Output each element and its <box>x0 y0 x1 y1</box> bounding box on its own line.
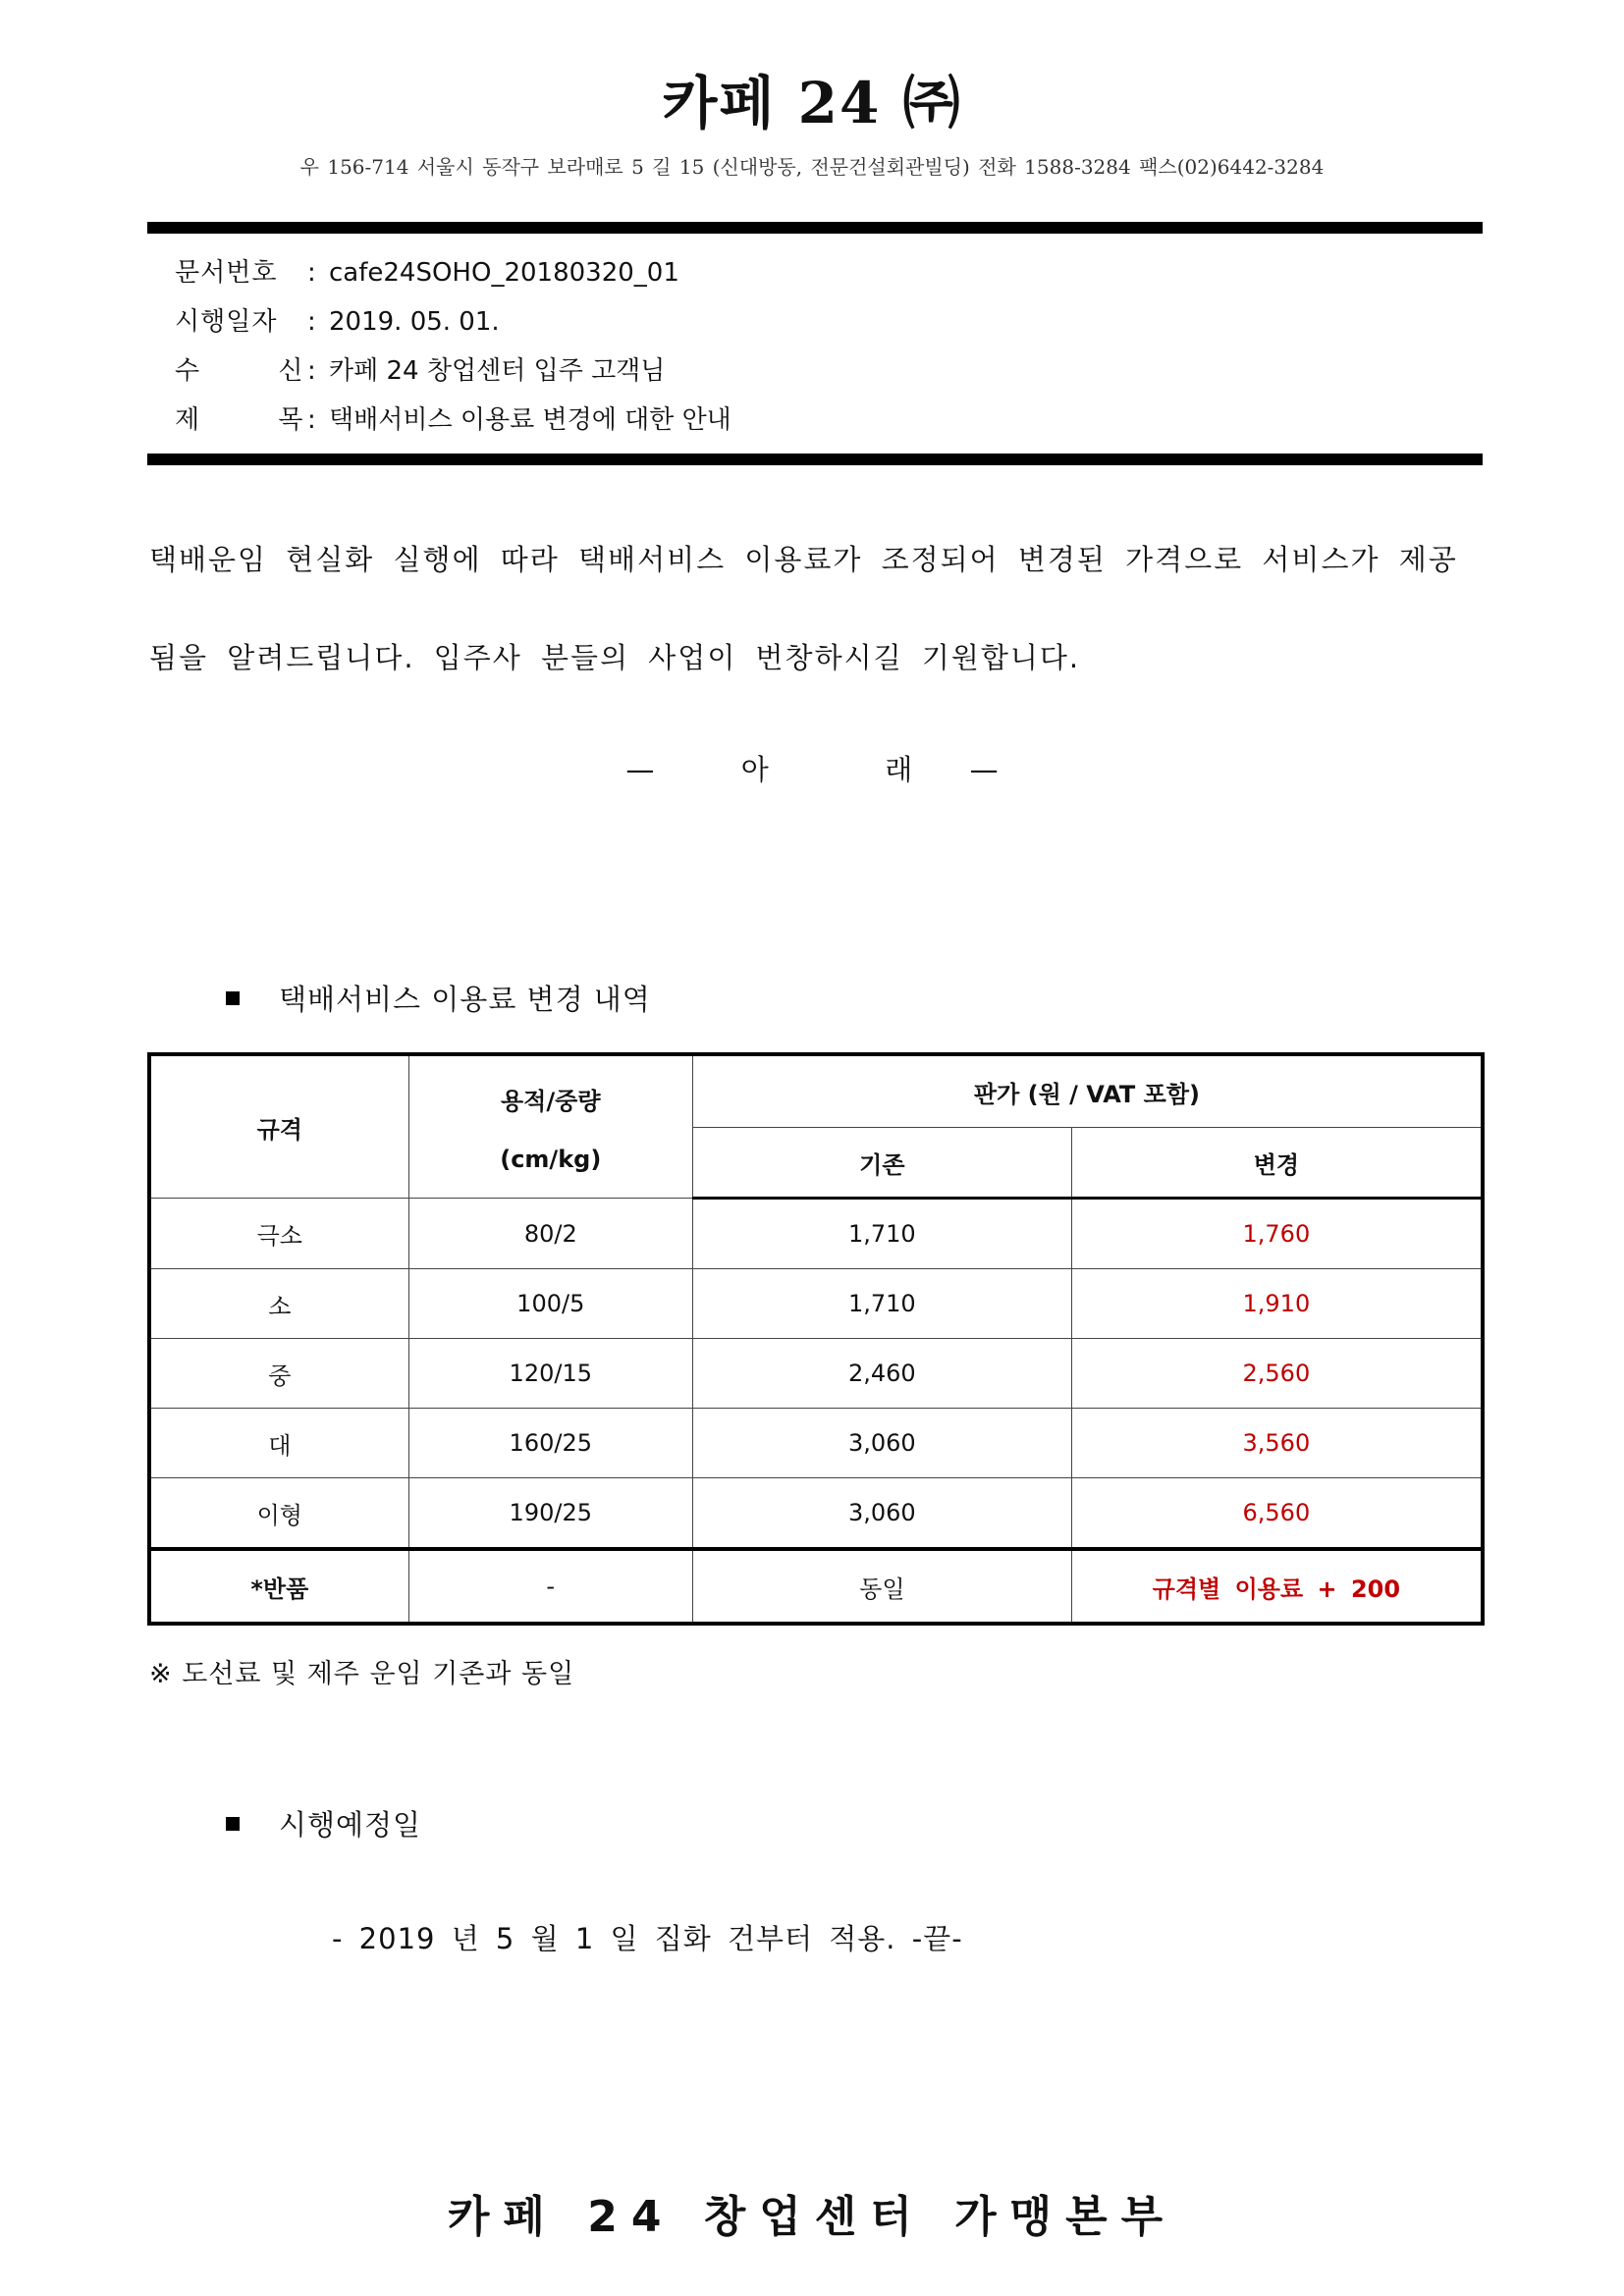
cell-old-price: 1,710 <box>692 1199 1071 1269</box>
table-row <box>149 1199 1483 1269</box>
meta-colon: : <box>307 405 316 435</box>
square-bullet-icon <box>226 991 240 1005</box>
cell-spec: 중 <box>149 1339 408 1409</box>
meta-label: 문서번호 <box>175 258 278 288</box>
cell-old-price: 3,060 <box>692 1409 1071 1478</box>
meta-value: 카페 24 창업센터 입주 고객님 <box>329 356 666 386</box>
section-effective-date <box>226 1803 421 1843</box>
meta-row-date <box>175 301 500 341</box>
cell-spec: *반품 <box>149 1549 408 1624</box>
header-new-price: 변경 <box>1071 1128 1483 1199</box>
table-row <box>149 1478 1483 1550</box>
section-title: 시행예정일 <box>279 1808 422 1842</box>
cell-spec: 극소 <box>149 1199 408 1269</box>
cell-old-price: 3,060 <box>692 1478 1071 1550</box>
dash-right: — <box>969 753 999 786</box>
heading-char-b: 래 <box>885 753 913 786</box>
dash-left: — <box>625 753 655 786</box>
header-size-line2: (cm/kg) <box>500 1145 602 1173</box>
cell-size: 160/25 <box>408 1409 692 1478</box>
meta-row-subject <box>175 400 731 439</box>
table-row <box>149 1339 1483 1409</box>
cell-size: 190/25 <box>408 1478 692 1550</box>
meta-colon: : <box>307 356 316 386</box>
square-bullet-icon <box>226 1817 240 1831</box>
cell-old-price: 1,710 <box>692 1269 1071 1339</box>
cell-new-price: 6,560 <box>1071 1478 1483 1550</box>
table-row-return <box>149 1549 1483 1624</box>
cell-new-price: 1,910 <box>1071 1269 1483 1339</box>
cell-old-price: 동일 <box>692 1549 1071 1624</box>
meta-value: cafe24SOHO_20180320_01 <box>329 258 679 288</box>
top-divider <box>147 222 1483 234</box>
footnote: ※ 도선료 및 제주 운임 기존과 동일 <box>149 1659 575 1689</box>
header-size-line1: 용적/중량 <box>501 1087 601 1115</box>
fee-table <box>147 1052 1485 1626</box>
company-name: 카페 24 ㈜ <box>662 70 962 136</box>
meta-label: 제 목 <box>175 405 304 435</box>
cell-size: 120/15 <box>408 1339 692 1409</box>
issuer-signature: 카페 24 창업센터 가맹본부 <box>447 2192 1177 2242</box>
cell-spec: 이형 <box>149 1478 408 1550</box>
table-row <box>149 1269 1483 1339</box>
company-address: 우 156-714 서울시 동작구 보라매로 5 길 15 (신대방동, 전문건설회관빌딩) 전화 1588-3284 팩스(02)6442-3284 <box>299 155 1325 179</box>
meta-value: 2019. 05. 01. <box>329 307 500 337</box>
section-title: 택배서비스 이용료 변경 내역 <box>279 983 651 1016</box>
cell-size: 80/2 <box>408 1199 692 1269</box>
header-spec: 규격 <box>149 1054 408 1199</box>
meta-label: 수 신 <box>175 356 304 386</box>
meta-colon: : <box>307 258 316 288</box>
header-size <box>408 1054 692 1199</box>
effective-date-text: - 2019 년 5 월 1 일 집화 건부터 적용. -끝- <box>332 1922 963 1955</box>
body-paragraph-line-1: 택배운임 현실화 실행에 따라 택배서비스 이용료가 조정되어 변경된 가격으로 서비스가 제공 <box>149 543 1458 576</box>
cell-size: 100/5 <box>408 1269 692 1339</box>
bottom-divider <box>147 454 1483 465</box>
cell-new-price: 3,560 <box>1071 1409 1483 1478</box>
meta-label: 시행일자 <box>175 307 278 337</box>
meta-colon: : <box>307 307 316 337</box>
meta-row-recipient <box>175 350 665 390</box>
cell-new-price: 2,560 <box>1071 1339 1483 1409</box>
cell-spec: 소 <box>149 1269 408 1339</box>
cell-new-price: 1,760 <box>1071 1199 1483 1269</box>
notice-heading <box>0 748 1624 788</box>
cell-new-price: 규격별 이용료 + 200 <box>1071 1549 1483 1624</box>
meta-row-doc-number <box>175 252 679 292</box>
table-row <box>149 1409 1483 1478</box>
cell-size: - <box>408 1549 692 1624</box>
header-price: 판가 (원 / VAT 포함) <box>692 1054 1483 1128</box>
body-paragraph-line-2: 됨을 알려드립니다. 입주사 분들의 사업이 번창하시길 기원합니다. <box>149 641 1081 674</box>
cell-spec: 대 <box>149 1409 408 1478</box>
heading-char-a: 아 <box>740 753 769 786</box>
cell-old-price: 2,460 <box>692 1339 1071 1409</box>
header-old-price: 기존 <box>692 1128 1071 1199</box>
section-fee-changes <box>226 978 651 1018</box>
meta-value: 택배서비스 이용료 변경에 대한 안내 <box>329 405 731 435</box>
